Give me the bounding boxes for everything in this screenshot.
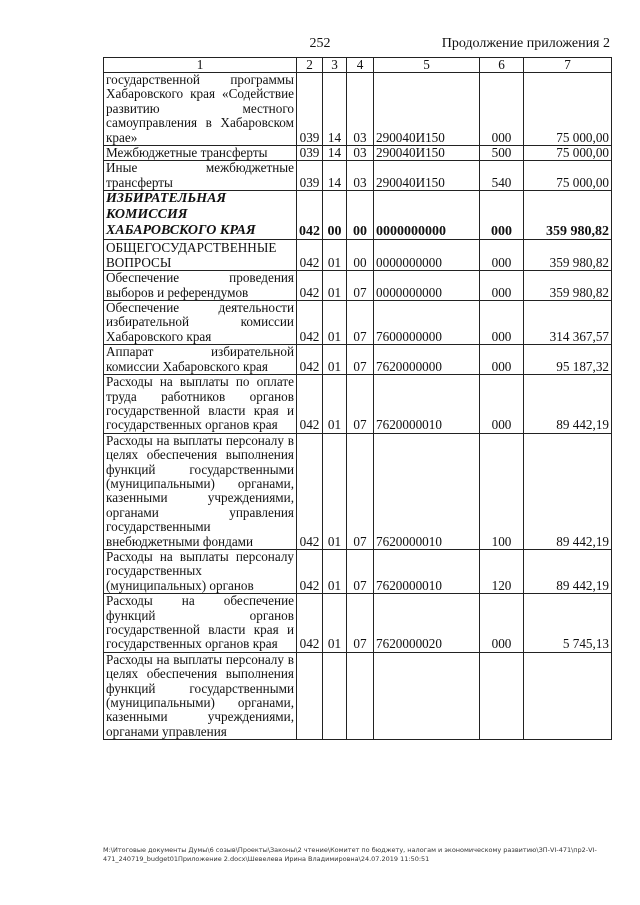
cell-ministry: 042 [297, 191, 323, 240]
cell-subsection [347, 652, 374, 739]
table-row [104, 345, 612, 375]
row-name: Обеспечение деятельности избирательной комиссии Хабаровского края [104, 301, 297, 345]
cell-subsection: 00 [347, 191, 374, 240]
cell-amount: 359 980,82 [524, 240, 612, 271]
row-name: Иные межбюджетные трансферты [104, 161, 297, 191]
cell-amount: 314 367,57 [524, 301, 612, 345]
cell-amount: 359 980,82 [524, 271, 612, 301]
cell-target-article: 7620000010 [374, 433, 480, 549]
cell-expense-type: 000 [480, 271, 524, 301]
table-row [104, 594, 612, 653]
cell-ministry: 042 [297, 549, 323, 593]
table-row [104, 271, 612, 301]
table-row [104, 146, 612, 161]
row-name: ИЗБИРАТЕЛЬНАЯ КОМИССИЯ ХАБАРОВСКОГО КРАЯ [104, 191, 297, 240]
cell-section: 01 [323, 549, 347, 593]
cell-amount: 89 442,19 [524, 375, 612, 434]
cell-section: 14 [323, 146, 347, 161]
table-row [104, 240, 612, 271]
column-number-row [104, 58, 612, 73]
cell-target-article: 290040И150 [374, 146, 480, 161]
cell-section: 01 [323, 375, 347, 434]
cell-ministry: 039 [297, 73, 323, 146]
cell-target-article: 0000000000 [374, 240, 480, 271]
cell-target-article: 7620000000 [374, 345, 480, 375]
cell-ministry: 042 [297, 375, 323, 434]
document-path-footer [103, 846, 613, 864]
cell-amount [524, 652, 612, 739]
continuation-note: Продолжение приложения 2 [441, 36, 610, 51]
col-header: 6 [480, 58, 524, 73]
cell-subsection: 00 [347, 240, 374, 271]
cell-target-article: 7600000000 [374, 301, 480, 345]
table-row-ministry [104, 191, 612, 240]
cell-target-article: 0000000000 [374, 191, 480, 240]
row-name: Межбюджетные трансферты [104, 146, 297, 161]
cell-section: 01 [323, 345, 347, 375]
cell-target-article: 7620000010 [374, 375, 480, 434]
col-header: 7 [524, 58, 612, 73]
footer-path-line: М:\Итоговые документы Думы\6 созыв\Проекты\Законы\2 чтение\Комитет по бюджету, налогам и экономическому развитию\ЗП-VI-471\пр2-VI- [103, 846, 597, 854]
cell-subsection: 07 [347, 375, 374, 434]
row-name: государственной программы Хабаровского края «Содействие развитию местного самоуправления в Хабаровском крае» [104, 73, 297, 146]
cell-amount: 89 442,19 [524, 433, 612, 549]
cell-ministry [297, 652, 323, 739]
cell-ministry: 042 [297, 594, 323, 653]
cell-section: 00 [323, 191, 347, 240]
cell-subsection: 07 [347, 594, 374, 653]
row-name: Обеспечение проведения выборов и референдумов [104, 271, 297, 301]
cell-subsection: 07 [347, 301, 374, 345]
row-name: ОБЩЕГОСУДАРСТВЕННЫЕ ВОПРОСЫ [104, 240, 297, 271]
cell-amount: 5 745,13 [524, 594, 612, 653]
cell-expense-type [480, 652, 524, 739]
cell-target-article: 290040И150 [374, 73, 480, 146]
cell-expense-type: 000 [480, 73, 524, 146]
table-row [104, 652, 612, 739]
footer-path-line: 471_240719_budget01Приложение 2.docx\Шевелева Ирина Владимировна\24.07.2019 11:50:51 [103, 855, 430, 863]
row-name: Расходы на выплаты персоналу в целях обеспечения выполнения функций государственными (муниципальными) органами, казенными учреждениями, органами управления [104, 652, 297, 739]
col-header: 1 [104, 58, 297, 73]
cell-ministry: 039 [297, 146, 323, 161]
cell-subsection: 07 [347, 271, 374, 301]
cell-expense-type: 500 [480, 146, 524, 161]
col-header: 5 [374, 58, 480, 73]
cell-expense-type: 100 [480, 433, 524, 549]
cell-ministry: 042 [297, 271, 323, 301]
row-name: Расходы на обеспечение функций органов государственной власти края и государственных органов края [104, 594, 297, 653]
cell-expense-type: 000 [480, 594, 524, 653]
table-row [104, 73, 612, 146]
table-row [104, 375, 612, 434]
page-number: 252 [309, 36, 331, 51]
cell-target-article: 0000000000 [374, 271, 480, 301]
cell-ministry: 042 [297, 345, 323, 375]
cell-subsection: 07 [347, 549, 374, 593]
cell-section [323, 652, 347, 739]
cell-expense-type: 000 [480, 375, 524, 434]
cell-section: 01 [323, 594, 347, 653]
col-header: 3 [323, 58, 347, 73]
row-name: Аппарат избирательной комиссии Хабаровского края [104, 345, 297, 375]
table-row [104, 161, 612, 191]
cell-subsection: 03 [347, 146, 374, 161]
cell-section: 01 [323, 301, 347, 345]
cell-amount: 75 000,00 [524, 73, 612, 146]
cell-target-article: 290040И150 [374, 161, 480, 191]
col-header: 4 [347, 58, 374, 73]
cell-amount: 95 187,32 [524, 345, 612, 375]
cell-expense-type: 000 [480, 301, 524, 345]
row-name: Расходы на выплаты персоналу государственных (муниципальных) органов [104, 549, 297, 593]
budget-table [103, 57, 612, 740]
cell-subsection: 07 [347, 433, 374, 549]
cell-subsection: 03 [347, 73, 374, 146]
table-row [104, 549, 612, 593]
table-row [104, 433, 612, 549]
cell-expense-type: 540 [480, 161, 524, 191]
cell-subsection: 03 [347, 161, 374, 191]
cell-amount: 75 000,00 [524, 161, 612, 191]
cell-expense-type: 120 [480, 549, 524, 593]
cell-ministry: 042 [297, 240, 323, 271]
row-name: Расходы на выплаты по оплате труда работников органов государственной власти края и государственных органов края [104, 375, 297, 434]
row-name: Расходы на выплаты персоналу в целях обеспечения выполнения функций государственными (муниципальными) органами, казенными учреждениями, органами управления государственными внебюджетными фондами [104, 433, 297, 549]
table-row [104, 301, 612, 345]
cell-section: 01 [323, 433, 347, 549]
cell-ministry: 042 [297, 433, 323, 549]
cell-section: 01 [323, 271, 347, 301]
cell-expense-type: 000 [480, 191, 524, 240]
cell-amount: 89 442,19 [524, 549, 612, 593]
cell-target-article: 7620000020 [374, 594, 480, 653]
col-header: 2 [297, 58, 323, 73]
cell-expense-type: 000 [480, 345, 524, 375]
cell-subsection: 07 [347, 345, 374, 375]
cell-ministry: 042 [297, 301, 323, 345]
cell-target-article: 7620000010 [374, 549, 480, 593]
cell-ministry: 039 [297, 161, 323, 191]
cell-section: 14 [323, 73, 347, 146]
cell-expense-type: 000 [480, 240, 524, 271]
cell-section: 01 [323, 240, 347, 271]
cell-amount: 75 000,00 [524, 146, 612, 161]
cell-amount: 359 980,82 [524, 191, 612, 240]
cell-section: 14 [323, 161, 347, 191]
cell-target-article [374, 652, 480, 739]
